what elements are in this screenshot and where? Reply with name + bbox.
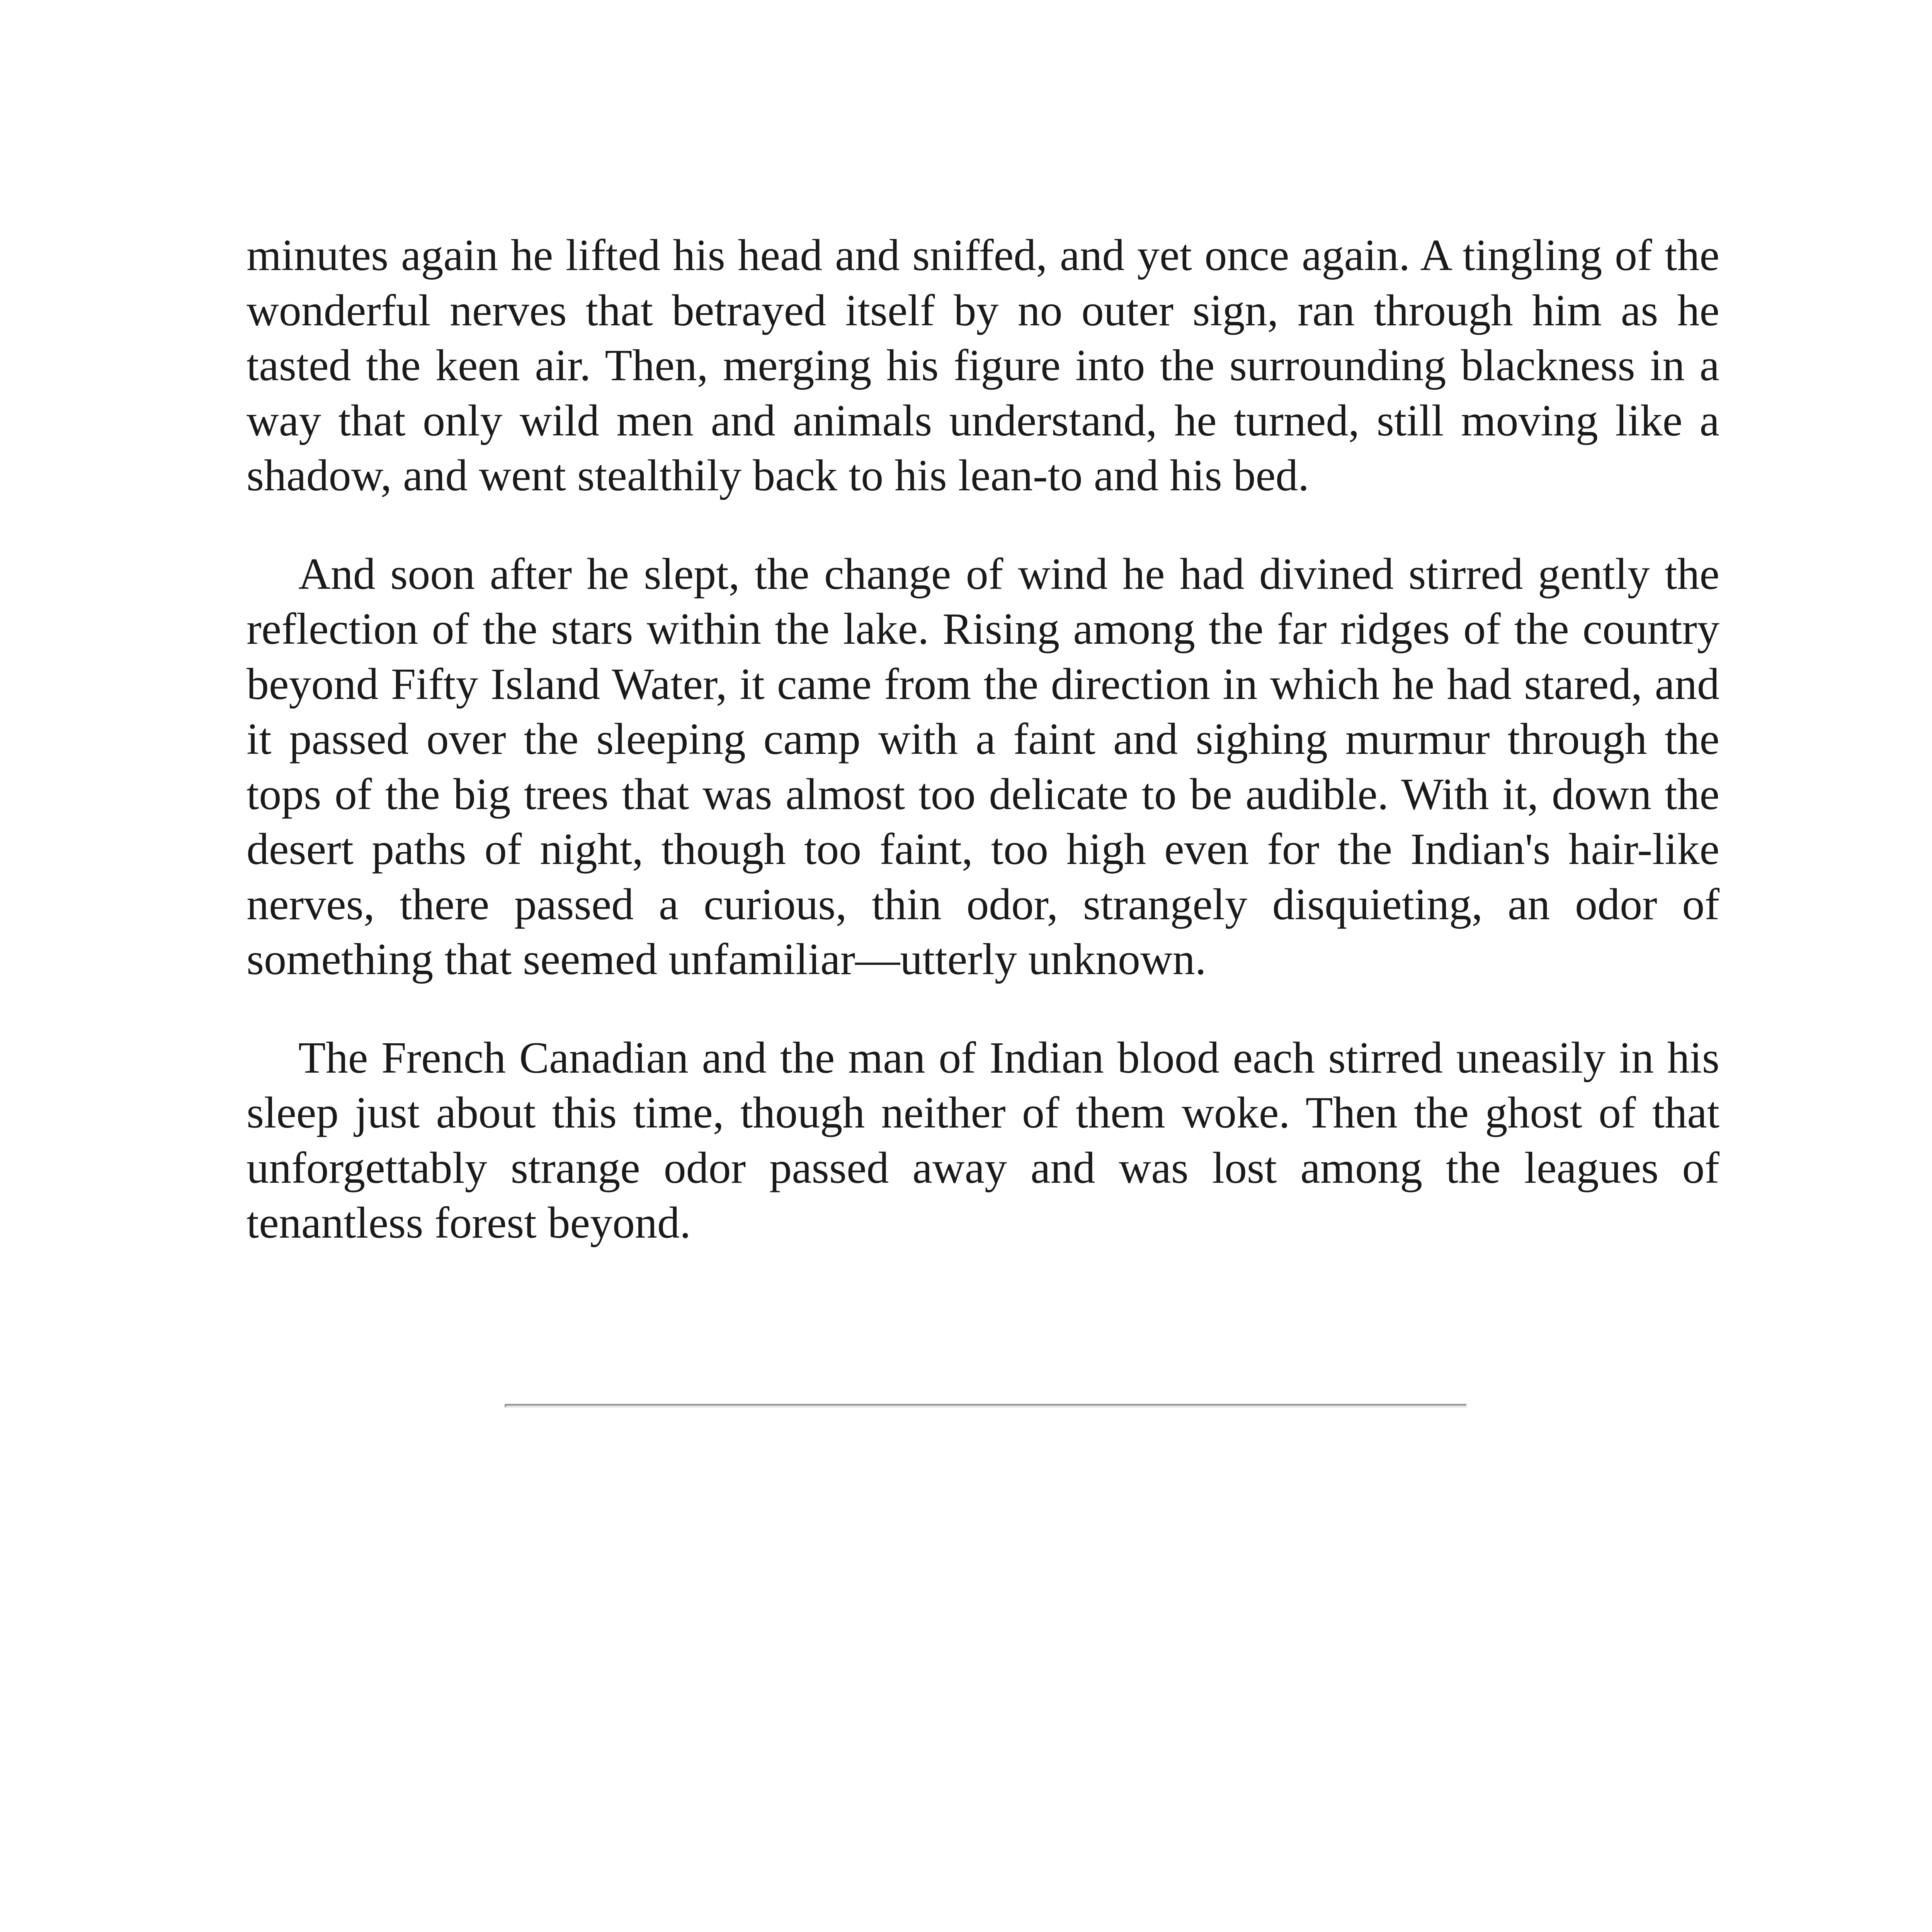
paragraph-1: minutes again he lifted his head and sniffed, and yet once again. A tingling of the wonderful nerves that betrayed itself by no outer sign, ran through him as he tasted the keen air. Then, merging his figure into the surrounding blackness in a way that only wild men and animals understand, he turned, still moving like a shadow, and went stealthily back to his lean-to and his bed. (247, 231, 1719, 500)
section-divider (505, 1404, 1467, 1408)
paragraph-2: And soon after he slept, the change of wind he had divined stirred gently the reflection of the stars within the lake. Rising among the far ridges of the country beyond Fifty Island Water, it came from the direction in which he had stared, and it passed over the sleeping camp with a faint and sighing murmur through the tops of the big trees that was almost too delicate to be audible. With it, down the desert paths of night, though too faint, too high even for the Indian's hair-like nerves, there passed a curious, thin odor, strangely disquieting, an odor of something that seemed unfamiliar—utterly unknown. (247, 549, 1719, 984)
body-text (247, 228, 1719, 1251)
paragraph-3: The French Canadian and the man of Indian blood each stirred uneasily in his sleep just about this time, though neither of them woke. Then the ghost of that unforgettably strange odor passed away and was lost among the leagues of tenantless forest beyond. (247, 1033, 1719, 1248)
